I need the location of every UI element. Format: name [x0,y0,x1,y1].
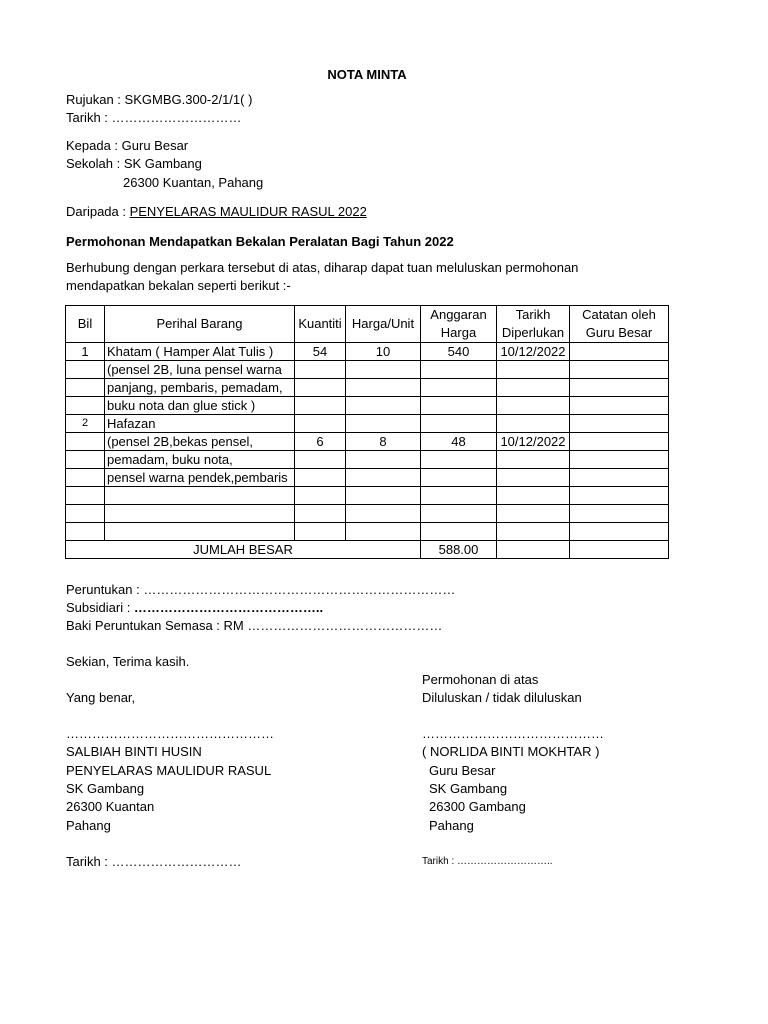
table-row [66,505,669,523]
tarikh-left-line: Tarikh : ………………………… [66,854,242,869]
cell-kuantiti [295,451,346,469]
cell-harga-unit [346,415,421,433]
left-school: SK Gambang [66,781,145,796]
rujukan-line: Rujukan : SKGMBG.300-2/1/1( ) [66,92,253,107]
right-role: Guru Besar [429,763,496,778]
cell-tarikh [497,451,570,469]
cell-catatan [570,433,669,451]
request-table [65,305,669,559]
cell-tarikh [497,361,570,379]
cell-kuantiti: 6 [295,433,346,451]
cell-anggaran [421,523,497,541]
header-harga-unit: Harga/Unit [346,306,421,343]
total-label: JUMLAH BESAR [66,541,421,559]
cell-catatan [570,415,669,433]
cell-kuantiti [295,379,346,397]
cell-kuantiti [295,397,346,415]
cell-kuantiti [295,523,346,541]
cell-harga-unit [346,487,421,505]
left-role: PENYELARAS MAULIDUR RASUL [66,763,272,778]
table-row [66,469,669,487]
kepada-line: Kepada : Guru Besar [66,138,189,153]
intro-line-1: Berhubung dengan perkara tersebut di atas, diharap dapat tuan meluluskan permohonan [66,260,579,275]
right-school: SK Gambang [429,781,508,796]
approval-line-1: Permohonan di atas [422,672,539,687]
cell-anggaran: 48 [421,433,497,451]
header-perihal-barang: Perihal Barang [105,306,295,343]
cell-tarikh [497,523,570,541]
table-total-row [66,541,669,559]
cell-harga-unit [346,397,421,415]
cell-kuantiti [295,487,346,505]
left-city: 26300 Kuantan [66,799,155,814]
cell-perihal: buku nota dan glue stick ) [105,397,295,415]
cell-bil [66,433,105,451]
table-row [66,523,669,541]
cell-catatan [570,379,669,397]
table-row [66,487,669,505]
cell-harga-unit [346,523,421,541]
cell-anggaran: 540 [421,343,497,361]
total-value: 588.00 [421,541,497,559]
cell-bil [66,469,105,487]
table-row [66,415,669,433]
cell-bil: 1 [66,343,105,361]
right-name: ( NORLIDA BINTI MOKHTAR ) [422,744,600,759]
table-row [66,397,669,415]
cell-catatan [570,361,669,379]
cell-bil [66,379,105,397]
right-signature-line: …………………………………… [422,726,604,741]
header-kuantiti: Kuantiti [295,306,346,343]
cell-catatan [570,469,669,487]
right-state: Pahang [429,818,474,833]
cell-bil [66,451,105,469]
table-row [66,433,669,451]
cell-anggaran [421,361,497,379]
cell-tarikh [497,469,570,487]
subsidiari-value: …………………………………….. [133,600,324,615]
sekolah-line: Sekolah : SK Gambang [66,156,202,171]
cell-tarikh: 10/12/2022 [497,343,570,361]
cell-tarikh [497,379,570,397]
cell-harga-unit: 10 [346,343,421,361]
cell-harga-unit [346,469,421,487]
header-bil: Bil [66,306,105,343]
daripada-value: PENYELARAS MAULIDUR RASUL 2022 [129,204,367,219]
cell-anggaran [421,379,497,397]
cell-kuantiti [295,505,346,523]
cell-kuantiti [295,415,346,433]
yang-benar: Yang benar, [66,690,136,705]
cell-bil [66,487,105,505]
total-empty-tarikh [497,541,570,559]
cell-harga-unit [346,361,421,379]
tarikh-top-line: Tarikh : ………………………… [66,110,242,125]
cell-catatan [570,523,669,541]
subsidiari-line [66,599,323,617]
cell-anggaran [421,469,497,487]
cell-bil: 2 [66,415,105,433]
cell-kuantiti [295,361,346,379]
cell-catatan [570,397,669,415]
table-row [66,343,669,361]
cell-anggaran [421,487,497,505]
left-name: SALBIAH BINTI HUSIN [66,744,202,759]
total-empty-catatan [570,541,669,559]
cell-perihal: pemadam, buku nota, [105,451,295,469]
cell-perihal [105,487,295,505]
peruntukan-line: Peruntukan : ……………………………………………………………… [66,582,456,597]
cell-harga-unit [346,451,421,469]
cell-perihal: panjang, pembaris, pemadam, [105,379,295,397]
cell-perihal: (pensel 2B,bekas pensel, [105,433,295,451]
left-state: Pahang [66,818,111,833]
cell-perihal: Khatam ( Hamper Alat Tulis ) [105,343,295,361]
cell-harga-unit [346,379,421,397]
cell-tarikh [497,505,570,523]
cell-bil [66,361,105,379]
cell-catatan [570,343,669,361]
header-tarikh-diperlukan: Tarikh Diperlukan [497,306,570,343]
header-catatan: Catatan oleh Guru Besar [570,306,669,343]
table-row [66,361,669,379]
closing-line: Sekian, Terima kasih. [66,654,190,669]
cell-tarikh [497,397,570,415]
daripada-label: Daripada : [66,204,130,219]
tarikh-right-line: Tarikh : ……………………….. [422,856,553,867]
cell-tarikh: 10/12/2022 [497,433,570,451]
cell-anggaran [421,397,497,415]
sekolah-address: 26300 Kuantan, Pahang [123,175,264,190]
cell-perihal [105,505,295,523]
approval-line-2: Diluluskan / tidak diluluskan [422,690,582,705]
cell-catatan [570,505,669,523]
cell-bil [66,505,105,523]
cell-anggaran [421,415,497,433]
cell-harga-unit [346,505,421,523]
cell-tarikh [497,487,570,505]
subject-heading: Permohonan Mendapatkan Bekalan Peralatan Bagi Tahun 2022 [66,234,454,249]
baki-line: Baki Peruntukan Semasa : RM ……………………………………… [66,618,443,633]
cell-perihal: pensel warna pendek,pembaris [105,469,295,487]
cell-perihal: Hafazan [105,415,295,433]
left-signature-line: ………………………………………… [66,726,274,741]
right-city: 26300 Gambang [429,799,526,814]
cell-kuantiti: 54 [295,343,346,361]
document-title: NOTA MINTA [327,67,407,82]
intro-line-2: mendapatkan bekalan seperti berikut :- [66,278,291,293]
cell-catatan [570,451,669,469]
table-row [66,379,669,397]
cell-catatan [570,487,669,505]
cell-bil [66,397,105,415]
subsidiari-label: Subsidiari : [66,600,134,615]
cell-perihal [105,523,295,541]
cell-kuantiti [295,469,346,487]
table-row [66,451,669,469]
cell-tarikh [497,415,570,433]
cell-harga-unit: 8 [346,433,421,451]
header-anggaran-harga: Anggaran Harga [421,306,497,343]
cell-perihal: (pensel 2B, luna pensel warna [105,361,295,379]
cell-anggaran [421,505,497,523]
cell-anggaran [421,451,497,469]
table-header-row [66,306,669,343]
daripada-line [66,203,367,221]
cell-bil [66,523,105,541]
